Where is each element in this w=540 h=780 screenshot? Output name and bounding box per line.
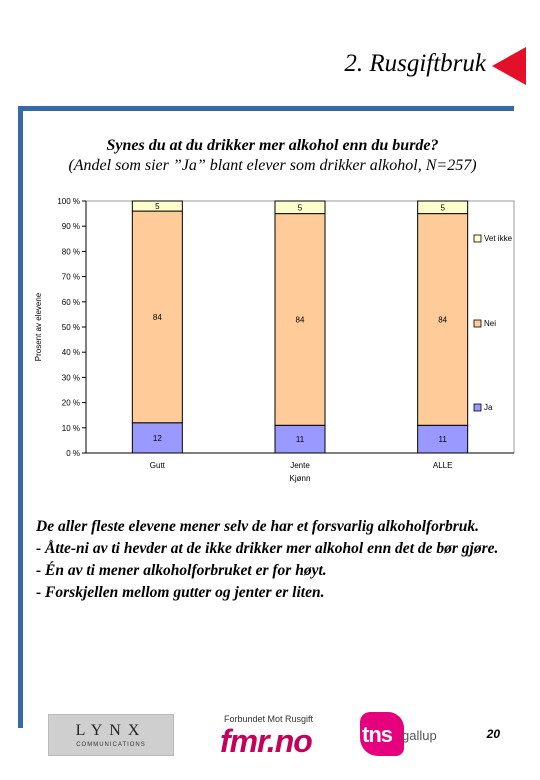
- legend-swatch: [474, 404, 481, 411]
- y-tick-label: 80 %: [61, 247, 80, 257]
- header-rule: [18, 106, 514, 111]
- tns-logo-word: tns: [362, 722, 392, 747]
- data-label: 11: [438, 435, 447, 445]
- legend-label: Ja: [484, 403, 493, 412]
- x-tick-label: ALLE: [432, 461, 453, 470]
- y-tick-label: 90 %: [61, 222, 80, 232]
- y-axis-label: Prosent av elevene: [34, 292, 43, 362]
- fmr-logo: [220, 714, 322, 758]
- tns-logo-suffix: gallup: [402, 728, 437, 743]
- slide-title: 2. Rusgiftbruk: [344, 50, 486, 77]
- y-tick-label: 70 %: [61, 272, 80, 282]
- y-tick-label: 10 %: [61, 423, 80, 433]
- summary-line: - Åtte-ni av ti hevder at de ikke drikker mer alkohol enn det de bør gjøre.: [36, 540, 499, 557]
- data-label: 84: [438, 315, 448, 325]
- fmr-logo-top: Forbundet Mot Rusgift: [224, 714, 314, 724]
- tns-gallup-logo: [360, 712, 450, 758]
- x-axis-label: Kjønn: [289, 474, 311, 483]
- y-tick-label: 50 %: [61, 323, 80, 332]
- x-tick-label: Jente: [290, 461, 310, 470]
- data-label: 12: [152, 433, 162, 443]
- data-label: 5: [297, 203, 303, 213]
- y-tick-label: 0 %: [66, 449, 80, 458]
- chart-question: Synes du at du drikker mer alkohol enn du burde?: [106, 137, 439, 154]
- title-triangle-icon: [492, 47, 526, 85]
- y-tick-label: 100 %: [57, 197, 80, 206]
- data-label: 5: [155, 202, 160, 212]
- legend-swatch: [474, 320, 481, 327]
- summary-line: - Forskjellen mellom gutter og jenter er liten.: [36, 584, 325, 601]
- x-tick-label: Gutt: [149, 461, 165, 470]
- legend-label: Vet ikke: [484, 234, 513, 243]
- stacked-bar-chart: [30, 190, 520, 490]
- y-tick-label: 40 %: [61, 348, 80, 358]
- lynx-logo: [48, 714, 174, 756]
- y-tick-label: 20 %: [61, 398, 80, 408]
- summary-text: [36, 516, 506, 604]
- legend-swatch: [474, 235, 481, 242]
- lynx-logo-word: LYNX: [75, 722, 147, 739]
- lynx-logo-sub: COMMUNICATIONS: [76, 742, 146, 748]
- page-number: 20: [486, 727, 500, 741]
- legend-label: Nei: [484, 319, 497, 328]
- data-label: 84: [295, 315, 305, 325]
- left-rule: [18, 106, 23, 728]
- chart-subtitle: (Andel som sier ”Ja” blant elever som drikker alkohol, N=257): [68, 157, 477, 174]
- y-tick-label: 30 %: [61, 373, 80, 383]
- summary-line: De aller fleste elevene mener selv de har et forsvarlig alkoholforbruk.: [36, 518, 479, 535]
- y-tick-label: 60 %: [61, 297, 80, 307]
- data-label: 11: [295, 435, 305, 445]
- summary-line: - Én av ti mener alkoholforbruket er for høyt.: [36, 562, 327, 579]
- fmr-logo-main: fmr.no: [220, 723, 312, 759]
- data-label: 84: [152, 312, 162, 322]
- data-label: 5: [440, 203, 445, 213]
